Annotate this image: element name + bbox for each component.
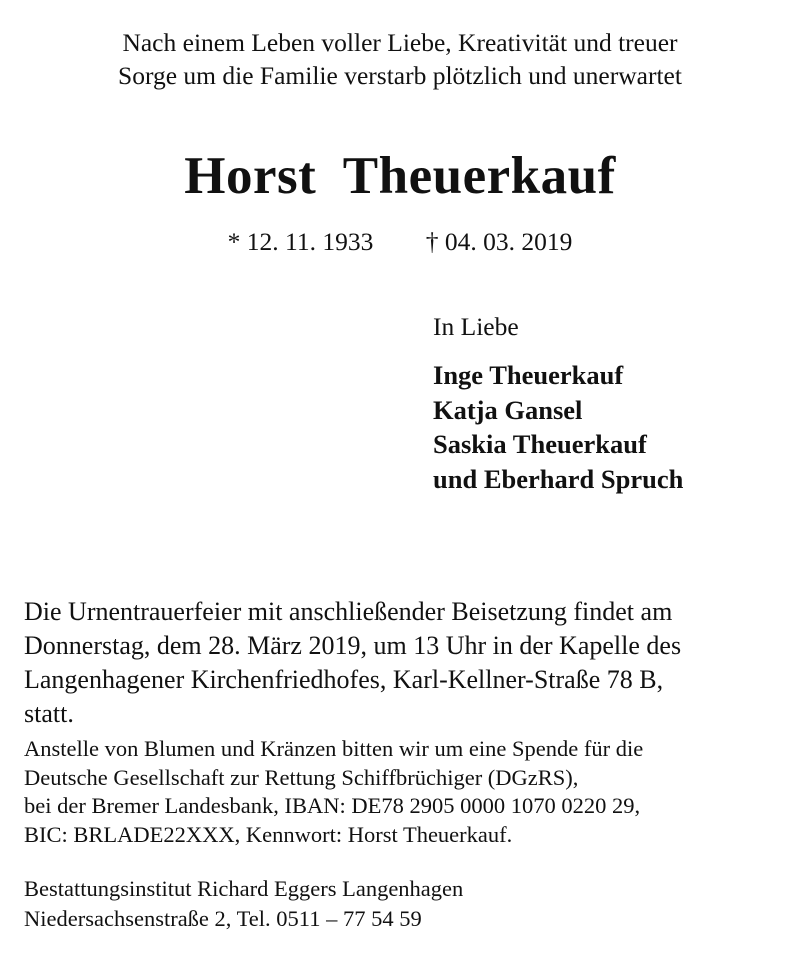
undertaker-info: [24, 874, 776, 934]
donation-line: bei der Bremer Landesbank, IBAN: DE78 2905 0000 1070 0220 29,: [24, 793, 641, 818]
ceremony-notice: [24, 595, 776, 731]
donation-line: BIC: BRLADE22XXX, Kennwort: Horst Theuerkauf.: [24, 821, 513, 847]
mourner-name: Saskia Theuerkauf: [433, 429, 647, 460]
mourner-name: Katja Gansel: [433, 394, 583, 425]
mourner-name: Inge Theuerkauf: [433, 360, 624, 390]
intro-line-1: Nach einem Leben voller Liebe, Kreativität und treuer: [122, 28, 678, 57]
intro-line-2: Sorge um die Familie verstarb plötzlich und unerwartet: [118, 61, 682, 90]
donation-line: Deutsche Gesellschaft zur Rettung Schiffbrüchiger (DGzRS),: [24, 764, 579, 790]
donation-notice: [24, 735, 776, 849]
undertaker-line: Bestattungsinstitut Richard Eggers Langenhagen: [24, 876, 464, 901]
life-dates: [0, 224, 800, 260]
deceased-name: Horst Theuerkauf: [184, 147, 616, 205]
donation-line: Anstelle von Blumen und Kränzen bitten wir um eine Spende für die: [24, 736, 644, 761]
mourner-name: und Eberhard Spruch: [433, 463, 684, 494]
mourners-list: [433, 358, 683, 496]
death-date: † 04. 03. 2019: [425, 227, 573, 256]
birth-date: * 12. 11. 1933: [227, 227, 374, 256]
undertaker-line: Niedersachsenstraße 2, Tel. 0511 – 77 54 59: [24, 906, 422, 931]
mourners-intro: In Liebe: [433, 312, 519, 341]
ceremony-line: Donnerstag, dem 28. März 2019, um 13 Uhr in der Kapelle des: [24, 631, 682, 660]
ceremony-line: Die Urnentrauerfeier mit anschließender Beisetzung findet am: [24, 597, 673, 626]
intro-text: [0, 26, 800, 92]
ceremony-line: statt.: [24, 699, 74, 728]
ceremony-line: Langenhagener Kirchenfriedhofes, Karl-Kellner-Straße 78 B,: [24, 665, 664, 694]
